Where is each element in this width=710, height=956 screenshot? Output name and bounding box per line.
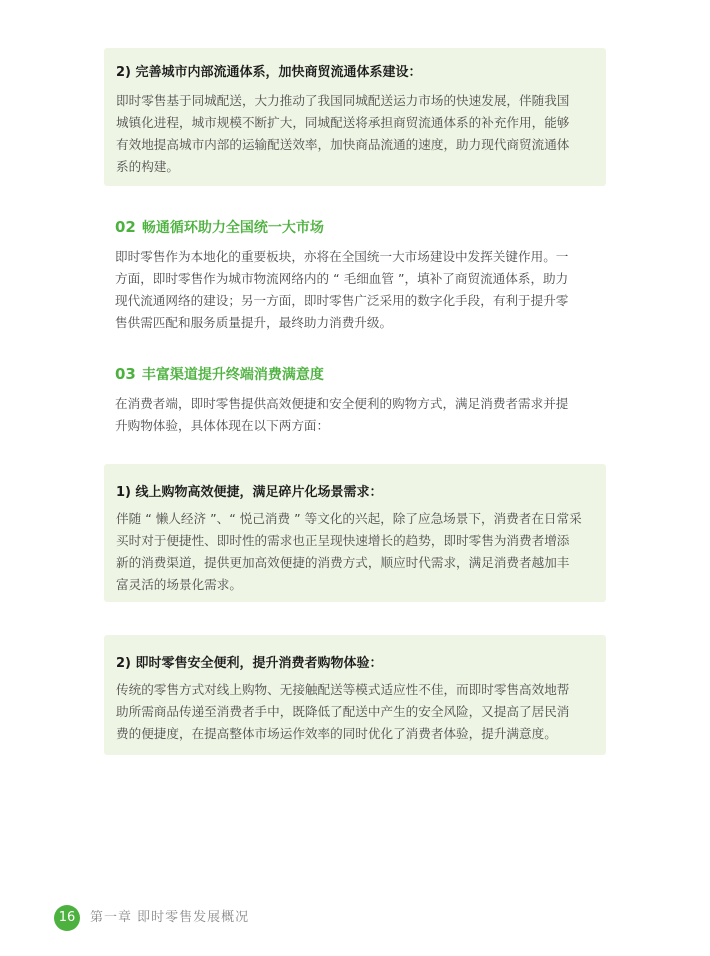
- paragraph-line: 新的消费渠道，提供更加高效便捷的消费方式，顺应时代需求，满足消费者越加丰: [116, 555, 570, 570]
- section-number: 02: [115, 218, 136, 236]
- paragraph-line: 方面，即时零售作为城市物流网络内的 “ 毛细血管 ”，填补了商贸流通体系，助力: [115, 271, 569, 286]
- section-03: [115, 364, 597, 437]
- highlight-box-safety-convenience: [104, 635, 606, 755]
- paragraph-line: 富灵活的场景化需求。: [116, 577, 242, 592]
- highlight-box-online-shopping: [104, 464, 606, 602]
- paragraph-line: 系的构建。: [116, 159, 179, 174]
- paragraph-line: 城镇化进程，城市规模不断扩大，同城配送将承担商贸流通体系的补充作用，能够: [116, 115, 570, 130]
- paragraph-line: 助所需商品传递至消费者手中，既降低了配送中产生的安全风险，又提高了居民消: [116, 704, 570, 719]
- section-heading: [115, 364, 597, 385]
- box-title: 1) 线上购物高效便捷，满足碎片化场景需求：: [116, 485, 383, 500]
- paragraph-line: 费的便捷度，在提高整体市场运作效率的同时优化了消费者体验，提升满意度。: [116, 726, 557, 741]
- paragraph-line: 现代流通网络的建设；另一方面，即时零售广泛采用的数字化手段，有利于提升零: [115, 293, 569, 308]
- section-title: 丰富渠道提升终端消费满意度: [141, 367, 324, 383]
- chapter-title: 第一章 即时零售发展概况: [90, 910, 250, 925]
- page-number-badge: 16: [54, 905, 80, 931]
- section-number: 03: [115, 365, 136, 383]
- section-title: 畅通循环助力全国统一大市场: [141, 220, 324, 236]
- paragraph-line: 即时零售基于同城配送，大力推动了我国同城配送运力市场的快速发展，伴随我国: [116, 93, 570, 108]
- section-heading: [115, 217, 597, 238]
- paragraph-line: 售供需匹配和服务质量提升，最终助力消费升级。: [115, 315, 393, 330]
- highlight-box-urban-circulation: [104, 48, 606, 186]
- box-title: 2) 即时零售安全便利，提升消费者购物体验：: [116, 656, 383, 671]
- box-title: 2) 完善城市内部流通体系，加快商贸流通体系建设：: [116, 65, 422, 80]
- paragraph-line: 买时对于便捷性、即时性的需求也正呈现快速增长的趋势，即时零售为消费者增添: [116, 533, 570, 548]
- paragraph-line: 有效地提高城市内部的运输配送效率，加快商品流通的速度，助力现代商贸流通体: [116, 137, 570, 152]
- paragraph-line: 即时零售作为本地化的重要板块，亦将在全国统一大市场建设中发挥关键作用。一: [115, 249, 569, 264]
- paragraph-line: 升购物体验，具体体现在以下两方面：: [115, 418, 330, 433]
- paragraph-line: 在消费者端，即时零售提供高效便捷和安全便利的购物方式，满足消费者需求并提: [115, 396, 569, 411]
- paragraph-line: 伴随 “ 懒人经济 ”、“ 悦己消费 ” 等文化的兴起，除了应急场景下，消费者在日常采: [116, 511, 582, 526]
- paragraph-line: 传统的零售方式对线上购物、无接触配送等模式适应性不佳，而即时零售高效地帮: [116, 682, 570, 697]
- section-02: [115, 217, 597, 334]
